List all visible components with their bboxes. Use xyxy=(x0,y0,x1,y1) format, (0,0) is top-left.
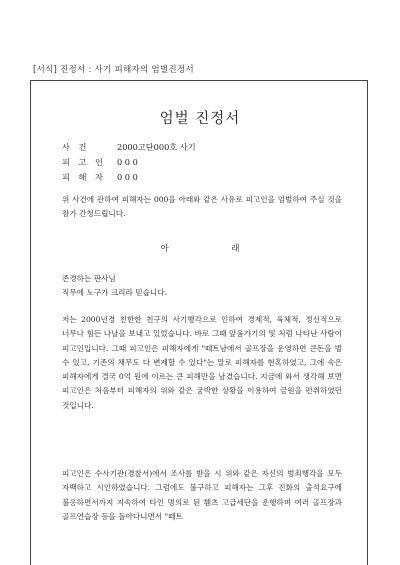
defendant-value: 0 0 0 xyxy=(117,157,138,167)
greeting-line-2: 직무에 노구가 크리라 믿습니다. xyxy=(62,288,168,297)
victim-label: 피 해 자 xyxy=(62,172,106,182)
document-title: 엄벌 진정서 xyxy=(159,111,241,127)
case-row xyxy=(62,142,196,153)
form-caption: [서식] 진정서 : 사기 피해자의 엄벌진정서 xyxy=(33,65,194,75)
case-value: 2000고단000호 사기 xyxy=(117,142,196,152)
body-paragraph-2: 피고인은 수사기관(경찰서)에서 조사를 받을 시 위와 같은 자신의 범죄행각을 모두 자백하고 시인하였습니다. 그럼에도 불구하고 피해자는 그후 진화의 출석요구에 불응하면서까지 지속하여 타인 명의로 된 휀츠 고급세단을 운행하며 여러 골프장과 골프연습장 등을 돌아다니면서 "떼트 xyxy=(62,469,342,521)
defendant-label: 피 고 인 xyxy=(62,157,106,167)
victim-value: 0 0 0 xyxy=(117,172,138,182)
case-label: 사 건 xyxy=(62,142,90,152)
body-paragraph-1: 저는 2000년경 친한한 친구의 사기행각으로 인하여 경제적, 육체적, 정신적으로 너무나 힘든 나날을 보내고 있었습니다. 바로 그때 앞움가기의 및 처럼 나타난 사람이 피고인입니다. 그때 피고인은 피해자에게 "떼트남에서 골프장을 운영하면 큰돈을 벌 수 있고, 기존의 채무도 다 변제할 수 있다"는 말로 피해자를 현혹하였고, 그에 속은 피해자에게 결국 0억 원에 이르는 큰 피해만을 남겼습니다. 지금에 와서 생각해 보면 피고인은 처음부터 피해자의 위와 같은 궁박한 상황을 이용하여 금원을 편취하였던 것입니다. xyxy=(62,315,342,410)
section-heading: 아 래 xyxy=(160,243,270,253)
defendant-row xyxy=(62,157,138,168)
greeting-line-1: 존경하는 판사님 xyxy=(62,274,116,283)
intro-paragraph: 위 사건에 관하여 피해자는 000을 아래와 같은 사유로 피고인을 엄벌하여 주실 것을 참가 간청드립니다. xyxy=(62,195,342,219)
victim-row xyxy=(62,172,138,183)
